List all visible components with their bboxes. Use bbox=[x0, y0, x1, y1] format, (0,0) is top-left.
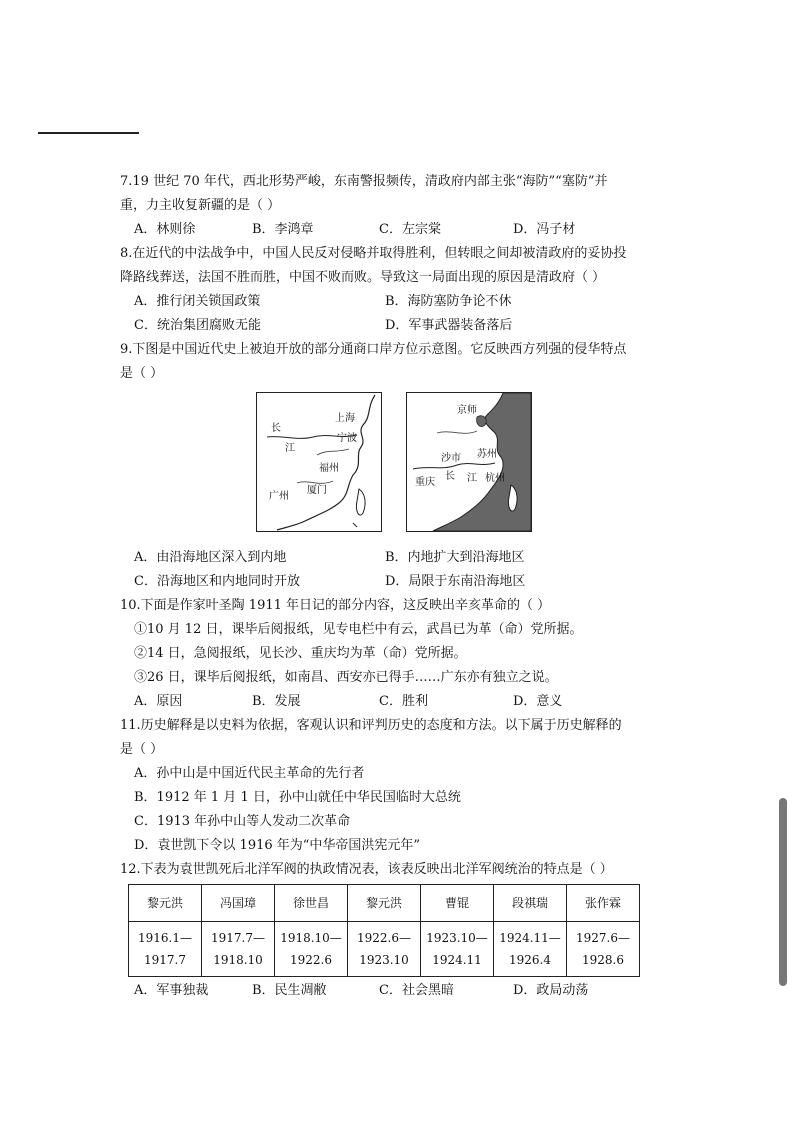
exam-page bbox=[120, 170, 665, 1003]
map1-label-chang: 长 bbox=[271, 423, 281, 434]
question-12 bbox=[120, 858, 665, 1003]
map1-label-guangzhou: 广州 bbox=[269, 491, 289, 502]
warlord-table-cell bbox=[348, 922, 421, 977]
question-9-stem-line-1: 9.下图是中国近代史上被迫开放的部分通商口岸方位示意图。它反映西方列强的侵华特点 bbox=[120, 342, 627, 357]
question-8-stem-line-1: 8.在近代的中法战争中，中国人民反对侵略并取得胜利，但转眼之间却被清政府的妥协投 bbox=[120, 246, 627, 261]
question-12-stem: 12.下表为袁世凯死后北洋军阀的执政情况表，该表反映出北洋军阀统治的特点是（ ） bbox=[120, 862, 613, 877]
map-inland-ports bbox=[406, 392, 532, 532]
map2-label-shashi: 沙市 bbox=[441, 453, 461, 464]
question-12-option-a[interactable]: A．军事独裁 bbox=[134, 983, 209, 998]
header-rule bbox=[38, 132, 139, 134]
question-9-stem-line-2: 是（ ） bbox=[120, 366, 164, 381]
period-start: 1922.6— bbox=[357, 931, 411, 945]
warlord-table-header: 张作霖 bbox=[567, 885, 640, 922]
warlord-table-cell bbox=[275, 922, 348, 977]
map-coastal-ports bbox=[256, 392, 382, 532]
question-10-quote-1: ①10 月 12 日，课毕后阅报纸，见专电栏中有云，武昌已为革（命）党所据。 bbox=[134, 622, 583, 637]
warlord-table-cell bbox=[567, 922, 640, 977]
question-11-option-b[interactable]: B．1912 年 1 月 1 日，孙中山就任中华民国临时大总统 bbox=[134, 790, 461, 805]
scrollbar-thumb[interactable] bbox=[779, 798, 787, 986]
warlord-table-cell bbox=[202, 922, 275, 977]
question-12-option-d[interactable]: D．政局动荡 bbox=[513, 983, 589, 998]
question-10-stem: 10.下面是作家叶圣陶 1911 年日记的部分内容，这反映出辛亥革命的（ ） bbox=[120, 598, 551, 613]
question-8-option-a[interactable]: A．推行闭关锁国政策 bbox=[134, 294, 261, 309]
map1-label-fuzhou: 福州 bbox=[319, 463, 339, 474]
question-10-quote-3: ③26 日，课毕后阅报纸，如南昌、西安亦已得手……广东亦有独立之说。 bbox=[134, 670, 558, 685]
question-12-options bbox=[120, 979, 665, 1003]
question-10-option-d[interactable]: D．意义 bbox=[513, 694, 563, 709]
question-7-option-b[interactable]: B．李鸿章 bbox=[252, 222, 314, 237]
period-start: 1916.1— bbox=[138, 931, 192, 945]
period-end: 1918.10 bbox=[213, 953, 263, 967]
warlord-table-period-row bbox=[129, 922, 640, 977]
question-8-option-c[interactable]: C．统治集团腐败无能 bbox=[134, 318, 261, 333]
question-10-option-c[interactable]: C．胜利 bbox=[379, 694, 428, 709]
question-11 bbox=[120, 714, 665, 858]
map2-label-chongqing: 重庆 bbox=[415, 477, 435, 488]
warlord-table-header-row bbox=[129, 885, 640, 922]
map2-label-jiang: 江 bbox=[467, 473, 477, 484]
period-end: 1924.11 bbox=[432, 953, 482, 967]
warlord-table-header: 冯国璋 bbox=[202, 885, 275, 922]
question-9-option-b[interactable]: B．内地扩大到沿海地区 bbox=[385, 550, 525, 565]
question-9-options-row-1 bbox=[120, 546, 665, 570]
period-start: 1917.7— bbox=[211, 931, 265, 945]
map2-label-jingshi: 京师 bbox=[457, 405, 477, 416]
period-start: 1918.10— bbox=[280, 931, 342, 945]
question-9-maps bbox=[120, 392, 665, 546]
map2-label-hangzhou: 杭州 bbox=[485, 473, 505, 484]
warlord-table bbox=[128, 884, 640, 977]
question-10-option-a[interactable]: A．原因 bbox=[134, 694, 183, 709]
question-8-stem-line-2: 降路线葬送，法国不胜而胜，中国不败而败。导致这一局面出现的原因是清政府（ ） bbox=[120, 270, 606, 285]
question-12-option-b[interactable]: B．民生凋敝 bbox=[252, 983, 327, 998]
question-10-option-b[interactable]: B．发展 bbox=[252, 694, 301, 709]
question-8-option-b[interactable]: B．海防塞防争论不休 bbox=[385, 294, 512, 309]
question-7-stem-line-1: 7.19 世纪 70 年代，西北形势严峻，东南警报频传，清政府内部主张“海防”“塞防”并 bbox=[120, 174, 608, 189]
question-11-option-d[interactable]: D．袁世凯下令以 1916 年为“中华帝国洪宪元年” bbox=[134, 838, 421, 853]
question-7 bbox=[120, 170, 665, 242]
map1-label-shanghai: 上海 bbox=[335, 413, 355, 424]
question-9-option-d[interactable]: D．局限于东南沿海地区 bbox=[385, 574, 526, 589]
question-8 bbox=[120, 242, 665, 338]
question-10 bbox=[120, 594, 665, 714]
warlord-table-cell bbox=[129, 922, 202, 977]
period-end: 1926.4 bbox=[509, 953, 551, 967]
question-7-options bbox=[120, 218, 665, 242]
question-8-options-row-1 bbox=[120, 290, 665, 314]
map1-label-jiang: 江 bbox=[285, 443, 295, 454]
warlord-table-header: 曹锟 bbox=[421, 885, 494, 922]
question-7-option-a[interactable]: A．林则徐 bbox=[134, 222, 196, 237]
question-9 bbox=[120, 338, 665, 594]
question-7-option-d[interactable]: D．冯子材 bbox=[513, 222, 576, 237]
period-end: 1923.10 bbox=[359, 953, 409, 967]
question-9-option-c[interactable]: C．沿海地区和内地同时开放 bbox=[134, 574, 300, 589]
warlord-table-header: 徐世昌 bbox=[275, 885, 348, 922]
question-11-option-c[interactable]: C．1913 年孙中山等人发动二次革命 bbox=[134, 814, 351, 829]
map2-label-suzhou: 苏州 bbox=[477, 449, 497, 460]
question-11-option-a[interactable]: A．孙中山是中国近代民主革命的先行者 bbox=[134, 766, 365, 781]
question-8-option-d[interactable]: D．军事武器装备落后 bbox=[385, 318, 513, 333]
period-start: 1924.11— bbox=[499, 931, 561, 945]
period-start: 1927.6— bbox=[576, 931, 630, 945]
warlord-table-header: 黎元洪 bbox=[348, 885, 421, 922]
period-end: 1922.6 bbox=[290, 953, 332, 967]
map1-label-xiamen: 厦门 bbox=[307, 485, 327, 496]
period-start: 1923.10— bbox=[426, 931, 488, 945]
warlord-table-cell bbox=[494, 922, 567, 977]
question-10-quote-2: ②14 日，急阅报纸，见长沙、重庆均为革（命）党所据。 bbox=[134, 646, 467, 661]
map-coastal-outline bbox=[257, 393, 381, 531]
question-8-options-row-2 bbox=[120, 314, 665, 338]
question-9-option-a[interactable]: A．由沿海地区深入到内地 bbox=[134, 550, 287, 565]
question-10-options bbox=[120, 690, 665, 714]
warlord-table-cell bbox=[421, 922, 494, 977]
question-9-options-row-2 bbox=[120, 570, 665, 594]
period-end: 1917.7 bbox=[144, 953, 186, 967]
warlord-table-header: 段祺瑞 bbox=[494, 885, 567, 922]
question-7-stem-line-2: 重，力主收复新疆的是（ ） bbox=[120, 198, 281, 213]
map2-label-chang: 长 bbox=[445, 471, 455, 482]
question-12-option-c[interactable]: C．社会黑暗 bbox=[379, 983, 454, 998]
map1-label-ningbo: 宁波 bbox=[337, 433, 357, 444]
question-7-option-c[interactable]: C．左宗棠 bbox=[379, 222, 441, 237]
warlord-table-header: 黎元洪 bbox=[129, 885, 202, 922]
question-11-stem-line-1: 11.历史解释是以史料为依据，客观认识和评判历史的态度和方法。以下属于历史解释的 bbox=[120, 718, 622, 733]
question-11-stem-line-2: 是（ ） bbox=[120, 742, 164, 757]
period-end: 1928.6 bbox=[582, 953, 624, 967]
